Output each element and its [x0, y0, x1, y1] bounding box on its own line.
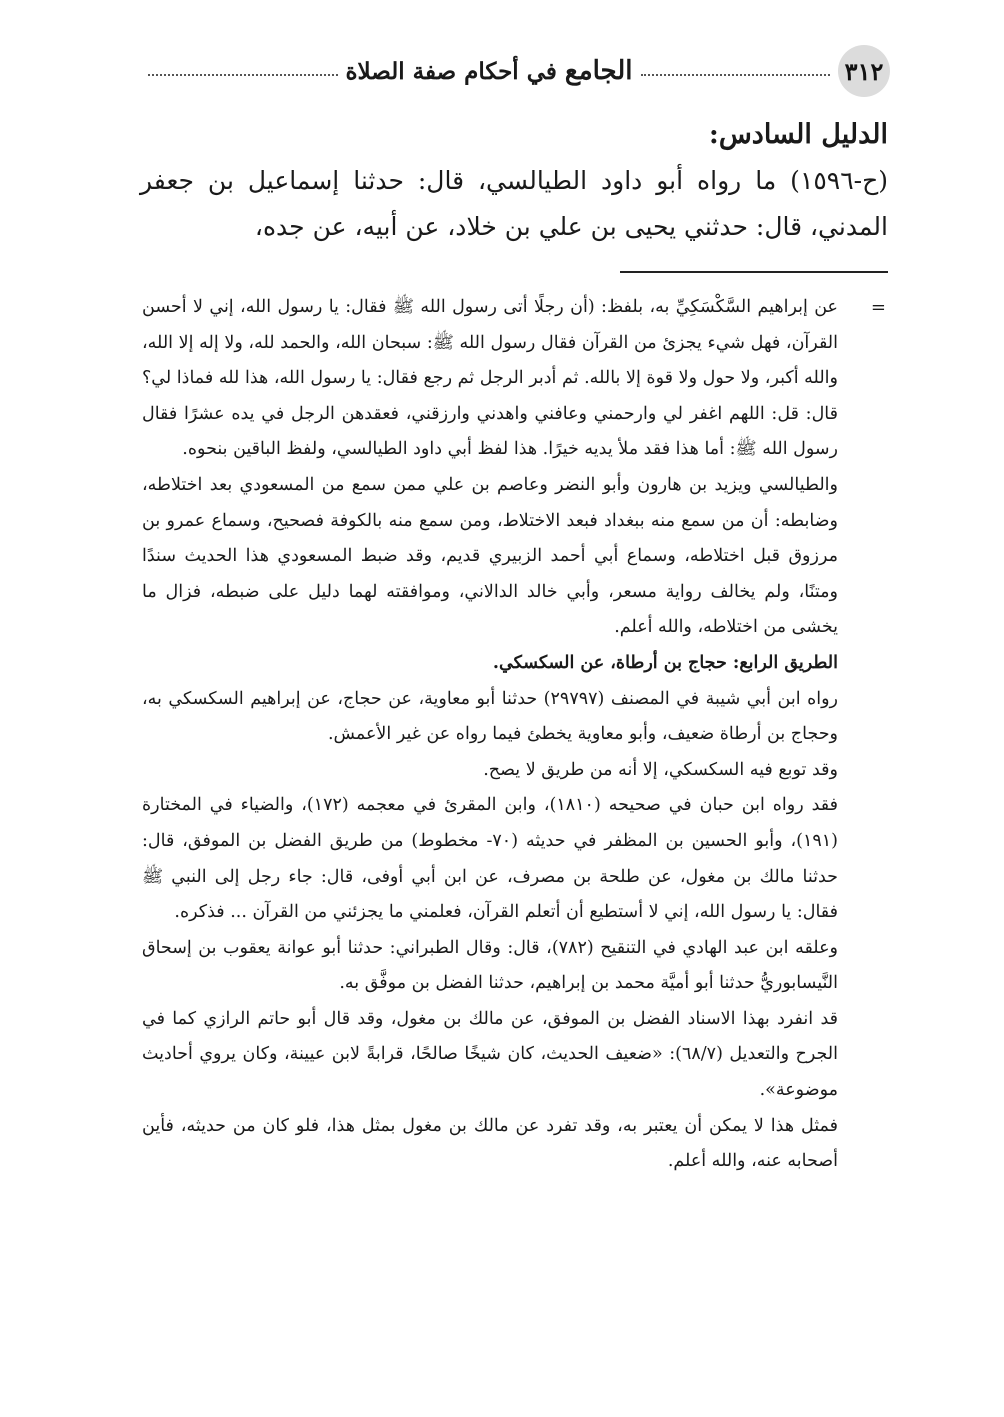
footnote-paragraph: عن إبراهيم السَّكْسَكِيِّ به، بلفظ: (أن رجلًا أتى رسول الله ﷺ فقال: يا رسول الله، إني لا أحسن القرآن، فهل شيء يجزئ من القرآن فقال رسول الله ﷺ: سبحان الله، والحمد لله، ولا إله إلا الله، والله أكبر، ولا حول ولا قوة إلا بالله. ثم أدبر الرجل ثم رجع فقال: يا رسول الله، هذا لله فماذا لي؟ قال: قل: اللهم اغفر لي وارحمني وعافني واهدني وارزقني، فعقدهن الرجل في يده عشرًا فقال رسول الله ﷺ: أما هذا فقد ملأ يديه خيرًا. هذا لفظ أبي داود الطيالسي، ولفظ الباقين بنحوه. [142, 297, 838, 460]
header-dotted-leader-right [641, 74, 831, 76]
footnote-subheading: الطريق الرابع: حجاج بن أرطاة، عن السكسكي. [492, 652, 838, 673]
footnote-paragraph: فمثل هذا لا يمكن أن يعتبر به، وقد تفرد عن مالك بن مغول بمثل هذا، فلو كان من حديثه، فأين أصحابه عنه، والله أعلم. [142, 1115, 838, 1172]
footnote-divider [620, 271, 888, 273]
footnote-continuation-marker: = [870, 297, 886, 318]
footnote-paragraph: رواه ابن أبي شيبة في المصنف (٢٩٧٩٧) حدثنا أبو معاوية، عن حجاج، عن إبراهيم السكسكي به، وحجاج بن أرطاة ضعيف، وأبو معاوية يخطئ فيما رواه عن غير الأعمش. [142, 688, 838, 745]
section-heading: الدليل السادس: [708, 119, 888, 150]
running-title [346, 56, 633, 86]
running-title-rest: في أحكام صفة الصلاة [345, 58, 557, 85]
header-dotted-leader-left [148, 74, 338, 76]
footnote-paragraph: والطيالسي ويزيد بن هارون وأبو النضر وعاصم بن علي ممن سمع من المسعودي بعد اختلاطه، وضابطه: أن من سمع منه ببغداد فبعد الاختلاط، ومن سمع منه بالكوفة فصحيح، وسماع عمرو بن مرزوق قبل اختلاطه، وسماع أبي أحمد الزبيري قديم، وقد ضبط المسعودي هذا الحديث سندًا ومتنًا، ولم يخالف رواية مسعر، وأبي خالد الدالاني، وموافقته لهما دليل على ضبطه، فزال ما يخشى من اختلاطه، والله أعلم. [142, 474, 838, 638]
page-number: ٣١٢ [838, 45, 890, 97]
page-header [140, 46, 890, 96]
footnote-paragraph: وقد توبع فيه السكسكي، إلا أنه من طريق لا يصح. [483, 759, 838, 780]
main-text [140, 112, 888, 250]
footnote-paragraph: وعلقه ابن عبد الهادي في التنقيح (٧٨٢)، قال: وقال الطبراني: حدثنا أبو عوانة يعقوب بن إسحاق النَّيسابوريُّ حدثنا أبو أميَّة محمد بن إبراهيم، حدثنا الفضل بن موفَّق به. [142, 937, 838, 994]
footnote-paragraph: فقد رواه ابن حبان في صحيحه (١٨١٠)، وابن المقرئ في معجمه (١٧٢)، والضياء في المختارة (١٩١)، وأبو الحسين بن المظفر في حديثه (٧٠- مخطوط) من طريق الفضل بن الموفق، قال: حدثنا مالك بن مغول، عن طلحة بن مصرف، عن ابن أبي أوفى، قال: جاء رجل إلى النبي ﷺ فقال: يا رسول الله، إني لا أستطيع أن أتعلم القرآن، فعلمني ما يجزئني من القرآن ... فذكره. [142, 795, 838, 923]
footnotes [142, 290, 838, 1180]
running-title-main: الجامع [564, 56, 633, 86]
footnote-paragraph: قد انفرد بهذا الاسناد الفضل بن الموفق، عن مالك بن مغول، وقد قال أبو حاتم الرازي كما في الجرح والتعديل (٦٨/٧): «ضعيف الحديث، كان شيخًا صالحًا، قرابةً لابن عيينة، وكان يروي أحاديث موضوعة». [142, 1008, 838, 1101]
main-paragraph: (ح-١٥٩٦) ما رواه أبو داود الطيالسي، قال: حدثنا إسماعيل بن جعفر المدني، قال: حدثني يحيى بن علي بن خلاد، عن أبيه، عن جده، [140, 166, 888, 241]
